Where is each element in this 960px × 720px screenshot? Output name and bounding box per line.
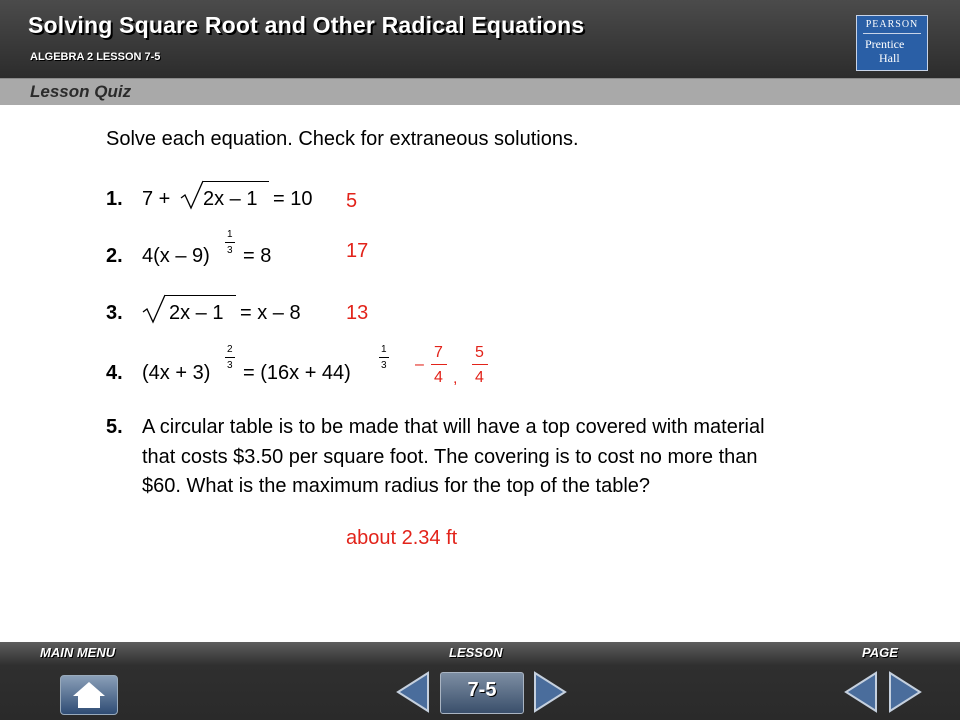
answer-3: 13 [346,302,369,324]
main-menu-button[interactable] [60,675,118,715]
answer-1: 5 [346,190,358,212]
pearson-logo [856,15,928,71]
lesson-subtitle: ALGEBRA 2 LESSON 7-5 [30,51,161,63]
prev-page-icon [846,673,876,711]
logo-hall: Hall [879,51,900,65]
answer-2: 17 [346,240,369,262]
answer-5: about 2.34 ft [346,527,458,549]
answer-4-frac1-bar [431,364,447,365]
section-bar [0,78,960,105]
lesson-number-badge [440,672,524,714]
answer-4-sign: – [415,356,424,373]
logo-divider [863,33,921,34]
problem-4-exp2-num: 1 [381,344,387,355]
answer-4-frac2-num: 5 [475,344,484,361]
problem-5-line-3: $60. What is the maximum radius for the top of the table? [142,475,651,497]
problem-4-expr: (4x + 3) [142,362,211,384]
logo-prentice: Prentice [865,37,905,51]
problem-3-radicand: 2x – 1 [169,302,224,324]
vinculum-1 [203,181,269,182]
home-icon [61,676,117,714]
problem-5-line-2: that costs $3.50 per square foot. The covering is to cost no more than [142,446,758,468]
vinculum-3 [165,295,236,296]
lesson-label: LESSON [449,645,503,660]
answer-4-separator: , [453,370,458,387]
answer-4-frac2-bar [472,364,488,365]
logo-pearson: PEARSON [865,19,919,30]
section-title: Lesson Quiz [30,82,132,101]
problem-2-expr: 4(x – 9) [142,245,210,267]
problem-4-exp1-num: 2 [227,344,233,355]
problem-4-exp2-bar [379,357,389,358]
next-lesson-button[interactable] [531,670,569,714]
problem-4-exp1-den: 3 [227,360,233,371]
problem-3-number: 3. [106,302,123,324]
problem-4-exp2-den: 3 [381,360,387,371]
problem-5-number: 5. [106,416,123,438]
next-lesson-icon [535,673,565,711]
problem-4-mid: = (16x + 44) [243,362,351,384]
radical-sign-1 [180,180,204,210]
answer-4-frac1-num: 7 [434,344,443,361]
problem-5-line-1: A circular table is to be made that will have a top covered with material [142,416,765,438]
problem-1-number: 1. [106,188,123,210]
instructions: Solve each equation. Check for extraneous solutions. [106,128,579,150]
next-page-icon [890,673,920,711]
problem-2-exp-num: 1 [227,229,233,240]
page-label: PAGE [862,645,898,660]
answer-4-frac1-den: 4 [434,369,443,386]
answer-4-frac2-den: 4 [475,369,484,386]
prev-lesson-button[interactable] [394,670,432,714]
header-bar [0,0,960,78]
problem-4-exp1-bar [225,357,235,358]
problem-4-number: 4. [106,362,123,384]
problem-1-left: 7 + [142,188,171,210]
problem-2-exp-den: 3 [227,245,233,256]
page-title: Solving Square Root and Other Radical Equations [28,12,585,38]
prev-lesson-icon [398,673,428,711]
lesson-number: 7-5 [467,679,497,701]
radical-sign-3 [142,294,168,324]
problem-1-right: = 10 [273,188,313,210]
next-page-button[interactable] [886,670,924,714]
problem-1-radicand: 2x – 1 [203,188,258,210]
problem-3-right: = x – 8 [240,302,301,324]
problem-2-exp-bar [225,242,235,243]
main-menu-label: MAIN MENU [40,645,116,660]
prev-page-button[interactable] [842,670,880,714]
problem-2-right: = 8 [243,245,272,267]
problem-2-number: 2. [106,245,123,267]
